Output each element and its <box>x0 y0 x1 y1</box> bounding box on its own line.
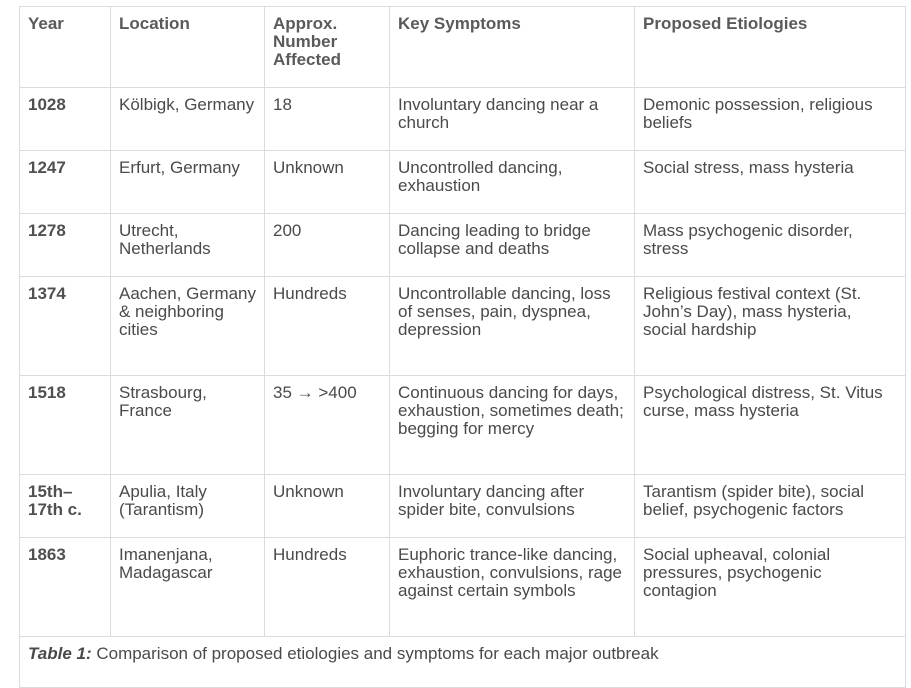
outbreak-table <box>19 6 906 688</box>
header-proposed-etiologies: Proposed Etiologies <box>635 7 906 88</box>
cell-year: 1028 <box>20 88 111 151</box>
cell-location: Utrecht, Netherlands <box>111 214 265 277</box>
header-location: Location <box>111 7 265 88</box>
caption-text: Comparison of proposed etiologies and symptoms for each major outbreak <box>91 644 659 663</box>
cell-number: 35 → >400 <box>265 376 390 475</box>
cell-location: Kölbigk, Germany <box>111 88 265 151</box>
cell-number: Unknown <box>265 475 390 538</box>
table-row <box>20 538 906 637</box>
cell-year: 1863 <box>20 538 111 637</box>
header-number-affected: Approx. Number Affected <box>265 7 390 88</box>
cell-year: 1278 <box>20 214 111 277</box>
cell-year: 1247 <box>20 151 111 214</box>
table-caption <box>20 637 906 688</box>
table-row <box>20 376 906 475</box>
header-key-symptoms: Key Symptoms <box>390 7 635 88</box>
cell-etiologies: Social upheaval, colonial pressures, psychogenic contagion <box>635 538 906 637</box>
cell-symptoms: Involuntary dancing after spider bite, convulsions <box>390 475 635 538</box>
cell-year: 1374 <box>20 277 111 376</box>
cell-location: Apulia, Italy (Tarantism) <box>111 475 265 538</box>
cell-number: Hundreds <box>265 277 390 376</box>
cell-location: Aachen, Germany & neighboring cities <box>111 277 265 376</box>
cell-symptoms: Euphoric trance-like dancing, exhaustion, convulsions, rage against certain symbols <box>390 538 635 637</box>
cell-symptoms: Continuous dancing for days, exhaustion, sometimes death; begging for mercy <box>390 376 635 475</box>
header-year: Year <box>20 7 111 88</box>
cell-year: 15th–17th c. <box>20 475 111 538</box>
caption-label: Table 1: <box>28 644 92 663</box>
table-row <box>20 475 906 538</box>
cell-symptoms: Involuntary dancing near a church <box>390 88 635 151</box>
cell-etiologies: Psychological distress, St. Vitus curse, mass hysteria <box>635 376 906 475</box>
header-row <box>20 7 906 88</box>
cell-number: 200 <box>265 214 390 277</box>
cell-etiologies: Tarantism (spider bite), social belief, psychogenic factors <box>635 475 906 538</box>
table-row <box>20 88 906 151</box>
cell-year: 1518 <box>20 376 111 475</box>
cell-location: Imanenjana, Madagascar <box>111 538 265 637</box>
caption-row <box>20 637 906 688</box>
cell-etiologies: Social stress, mass hysteria <box>635 151 906 214</box>
cell-etiologies: Religious festival context (St. John’s Day), mass hysteria, social hardship <box>635 277 906 376</box>
table-row <box>20 277 906 376</box>
cell-number: 18 <box>265 88 390 151</box>
table-row <box>20 151 906 214</box>
cell-number: Unknown <box>265 151 390 214</box>
cell-symptoms: Uncontrollable dancing, loss of senses, pain, dyspnea, depression <box>390 277 635 376</box>
cell-number: Hundreds <box>265 538 390 637</box>
cell-location: Strasbourg, France <box>111 376 265 475</box>
cell-location: Erfurt, Germany <box>111 151 265 214</box>
table-row <box>20 214 906 277</box>
cell-etiologies: Mass psychogenic disorder, stress <box>635 214 906 277</box>
cell-symptoms: Uncontrolled dancing, exhaustion <box>390 151 635 214</box>
cell-symptoms: Dancing leading to bridge collapse and deaths <box>390 214 635 277</box>
cell-etiologies: Demonic possession, religious beliefs <box>635 88 906 151</box>
